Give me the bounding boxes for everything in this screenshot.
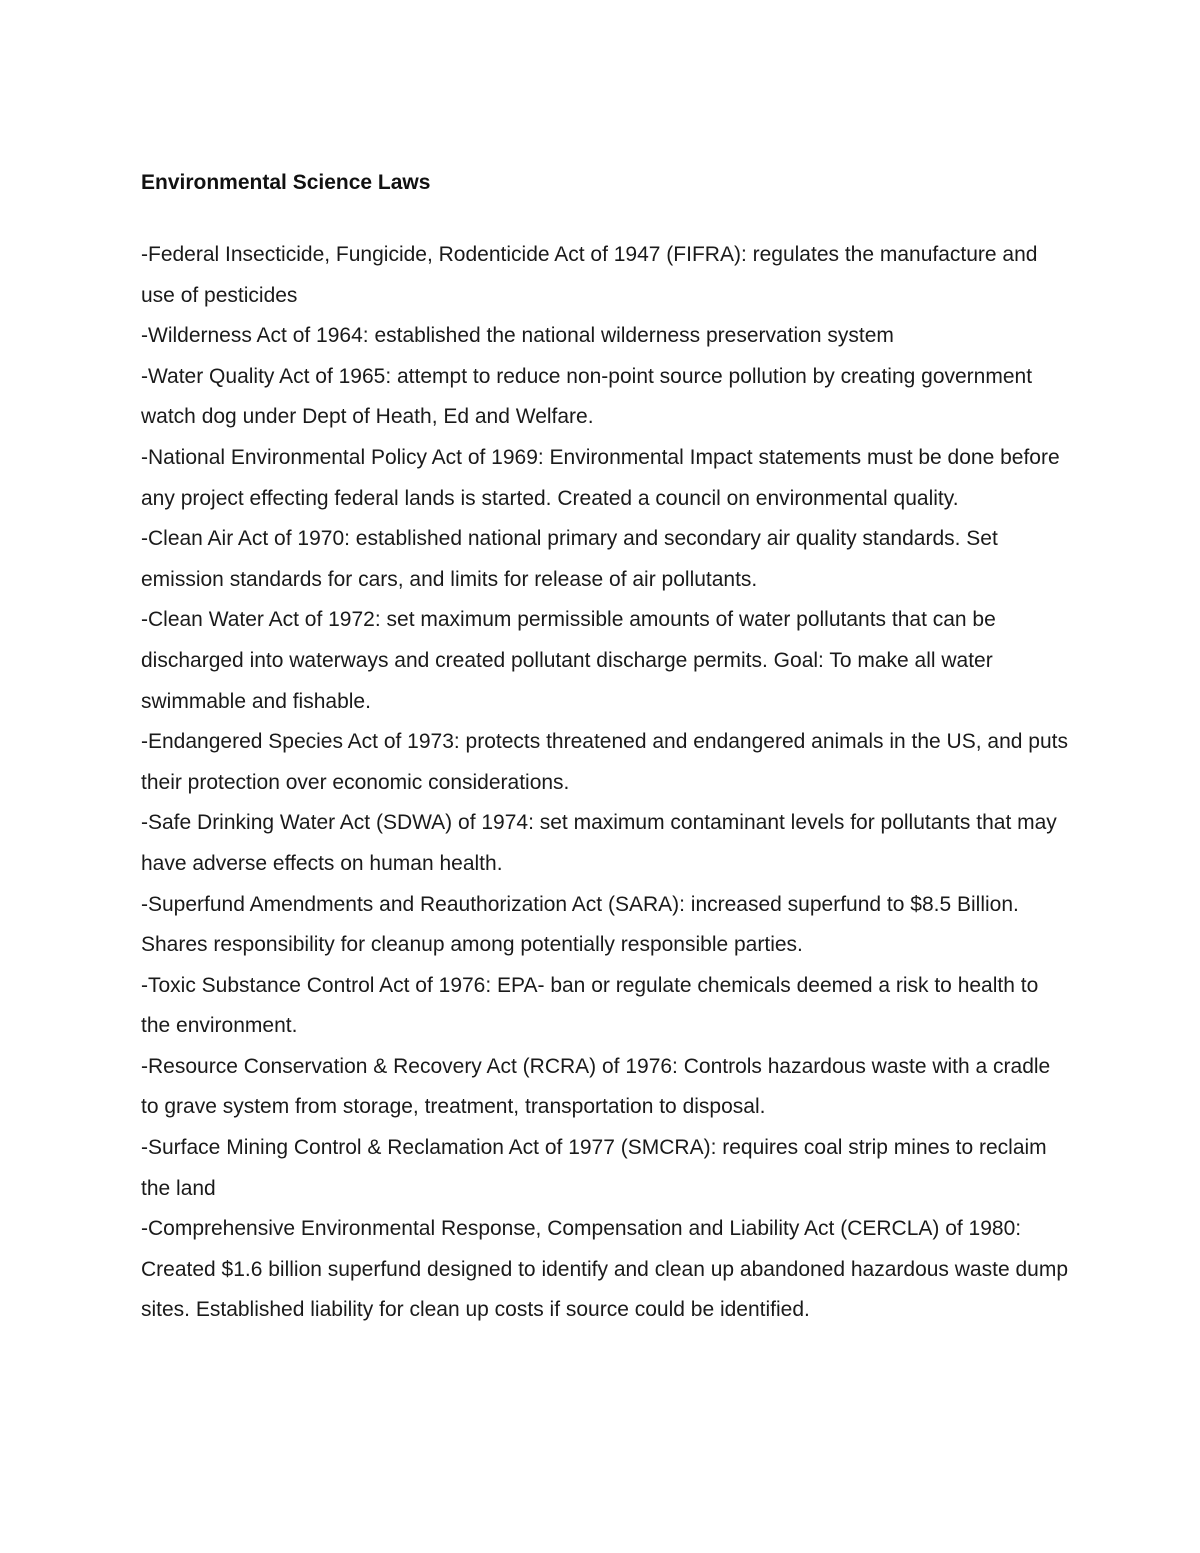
document-title: Environmental Science Laws — [141, 171, 431, 194]
law-item-clean-air-act: -Clean Air Act of 1970: established national primary and secondary air quality standards. Set emission standards for cars, and limits for release of air pollutants. — [141, 527, 998, 591]
law-item-clean-water-act: -Clean Water Act of 1972: set maximum permissible amounts of water pollutants that can be discharged into waterways and created pollutant discharge permits. Goal: To make all water swimmable and fishable. — [141, 608, 996, 713]
law-item-nepa: -National Environmental Policy Act of 1969: Environmental Impact statements must be done before any project effecting federal lands is started. Created a council on environmental quality. — [141, 445, 1060, 510]
law-item-rcra: -Resource Conservation & Recovery Act (RCRA) of 1976: Controls hazardous waste with a cradle to grave system from storage, treatment, transportation to disposal. — [141, 1054, 1051, 1119]
law-item-sdwa: -Safe Drinking Water Act (SDWA) of 1974: set maximum contaminant levels for pollutants that may have adverse effects on human health. — [141, 811, 1057, 875]
law-item-fifra: -Federal Insecticide, Fungicide, Rodenticide Act of 1947 (FIFRA): regulates the manufacture and use of pesticides — [141, 243, 1038, 307]
law-item-water-quality-act: -Water Quality Act of 1965: attempt to reduce non-point source pollution by creating government watch dog under Dept of Heath, Ed and Welfare. — [141, 364, 1033, 429]
document-body — [141, 168, 1071, 1331]
law-item-cercla: -Comprehensive Environmental Response, Compensation and Liability Act (CERCLA) of 1980: Created $1.6 billion superfund designed to identify and clean up abandoned hazardous waste dump sites. Established liability for clean up costs if source could be identified. — [141, 1217, 1068, 1322]
law-item-endangered-species-act: -Endangered Species Act of 1973: protects threatened and endangered animals in the US, and puts their protection over economic considerations. — [141, 730, 1068, 794]
law-item-smcra: -Surface Mining Control & Reclamation Act of 1977 (SMCRA): requires coal strip mines to reclaim the land — [141, 1136, 1047, 1200]
law-item-wilderness-act: -Wilderness Act of 1964: established the national wilderness preservation system — [141, 324, 894, 348]
law-list — [141, 235, 1071, 1331]
law-item-tsca: -Toxic Substance Control Act of 1976: EPA- ban or regulate chemicals deemed a risk to health to the environment. — [141, 973, 1039, 1038]
law-item-sara: -Superfund Amendments and Reauthorization Act (SARA): increased superfund to $8.5 Billion. Shares responsibility for cleanup among potentially responsible parties. — [141, 892, 1019, 957]
title-spacer — [141, 198, 1071, 235]
